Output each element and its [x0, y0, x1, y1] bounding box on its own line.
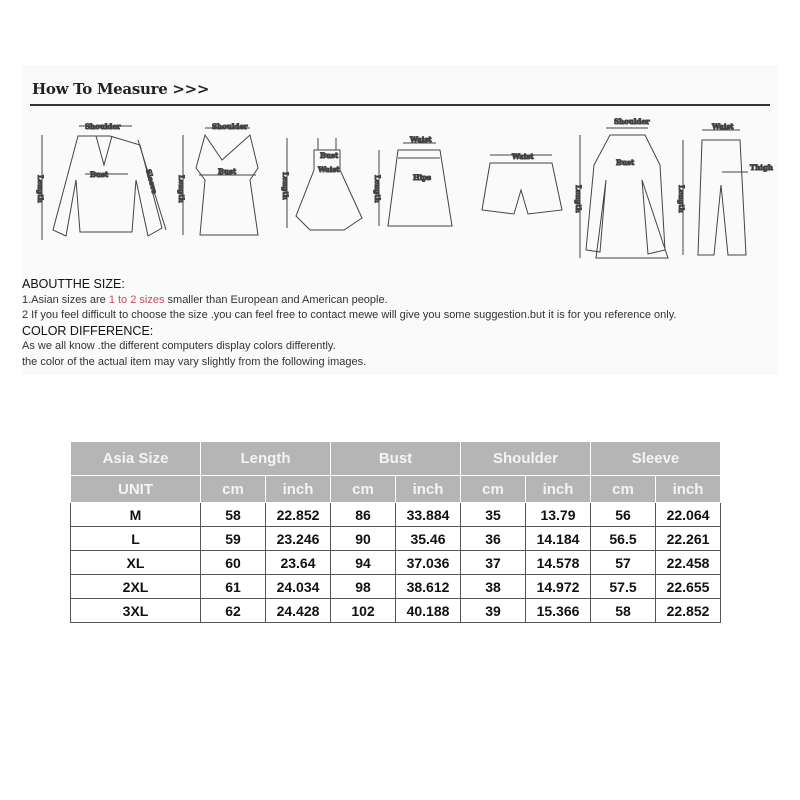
svg-text:Thigh: Thigh: [750, 163, 773, 172]
table-cell: 14.972: [526, 575, 591, 599]
dress-figure: [281, 138, 362, 230]
size-cell: 3XL: [71, 599, 201, 623]
table-cell: 33.884: [396, 503, 461, 527]
table-cell: 22.064: [656, 503, 721, 527]
unit-cell: inch: [526, 476, 591, 503]
size-cell: M: [71, 503, 201, 527]
table-cell: 56: [591, 503, 656, 527]
table-cell: 39: [461, 599, 526, 623]
unit-cell: UNIT: [71, 476, 201, 503]
table-cell: 40.188: [396, 599, 461, 623]
svg-text:Waist: Waist: [712, 122, 734, 131]
svg-text:Length: Length: [373, 175, 382, 203]
svg-text:Length: Length: [36, 175, 45, 203]
table-cell: 60: [201, 551, 266, 575]
table-cell: 59: [201, 527, 266, 551]
measurement-figures: [0, 110, 800, 270]
shorts-figure: [482, 152, 562, 214]
table-cell: 58: [591, 599, 656, 623]
svg-text:Shoulder: Shoulder: [212, 122, 248, 131]
size-cell: XL: [71, 551, 201, 575]
table-cell: 37: [461, 551, 526, 575]
svg-text:Shoulder: Shoulder: [614, 117, 650, 126]
svg-text:Length: Length: [677, 185, 686, 213]
table-cell: 14.578: [526, 551, 591, 575]
unit-cell: inch: [266, 476, 331, 503]
svg-text:Waist: Waist: [410, 135, 432, 144]
unit-cell: cm: [591, 476, 656, 503]
table-cell: 94: [331, 551, 396, 575]
table-cell: 15.366: [526, 599, 591, 623]
svg-text:Bust: Bust: [90, 170, 109, 179]
svg-text:Length: Length: [574, 185, 583, 213]
table-cell: 22.852: [656, 599, 721, 623]
header-bust: Bust: [331, 442, 461, 476]
svg-text:Waist: Waist: [512, 152, 534, 161]
table-row: [71, 527, 721, 551]
unit-cell: cm: [331, 476, 396, 503]
about-size-heading: ABOUTTHE SIZE:: [22, 277, 125, 291]
table-cell: 38.612: [396, 575, 461, 599]
table-cell: 57: [591, 551, 656, 575]
how-to-measure-title: How To Measure >>>: [32, 80, 210, 98]
table-cell: 56.5: [591, 527, 656, 551]
table-header-row: [71, 442, 721, 476]
table-cell: 22.852: [266, 503, 331, 527]
size-cell: L: [71, 527, 201, 551]
blouse-figure: [36, 122, 166, 240]
table-row: [71, 575, 721, 599]
table-cell: 13.79: [526, 503, 591, 527]
note-line-2: 2 If you feel difficult to choose the size .you can feel free to contact mewe will give you some suggestion.but it is for you reference only.: [22, 309, 677, 321]
table-cell: 36: [461, 527, 526, 551]
coat-figure: [574, 117, 668, 258]
header-shoulder: Shoulder: [461, 442, 591, 476]
note-line-1: [22, 293, 676, 309]
svg-text:Hips: Hips: [413, 173, 432, 182]
table-cell: 22.458: [656, 551, 721, 575]
note-text: 1.Asian sizes are: [22, 293, 109, 306]
table-cell: 37.036: [396, 551, 461, 575]
table-cell: 86: [331, 503, 396, 527]
table-cell: 14.184: [526, 527, 591, 551]
note-line-4: the color of the actual item may vary slightly from the following images.: [22, 355, 367, 368]
svg-text:Sleeve: Sleeve: [144, 168, 160, 195]
header-asia-size: Asia Size: [71, 442, 201, 476]
table-cell: 35: [461, 503, 526, 527]
table-row: [71, 551, 721, 575]
svg-text:Length: Length: [177, 175, 186, 203]
size-cell: 2XL: [71, 575, 201, 599]
table-cell: 24.428: [266, 599, 331, 623]
size-chart-table: [70, 441, 721, 623]
tank-figure: [177, 122, 258, 235]
note-line-3: As we all know .the different computers display colors differently.: [22, 340, 336, 352]
table-cell: 22.261: [656, 527, 721, 551]
table-cell: 102: [331, 599, 396, 623]
table-cell: 35.46: [396, 527, 461, 551]
svg-text:Shoulder: Shoulder: [85, 122, 121, 131]
pants-figure: [677, 122, 773, 255]
svg-text:Waist: Waist: [318, 165, 340, 174]
svg-text:Length: Length: [281, 172, 290, 200]
size-notes: [22, 277, 676, 370]
table-cell: 61: [201, 575, 266, 599]
table-row: [71, 599, 721, 623]
table-cell: 57.5: [591, 575, 656, 599]
header-length: Length: [201, 442, 331, 476]
table-cell: 23.246: [266, 527, 331, 551]
table-unit-row: [71, 476, 721, 503]
table-cell: 62: [201, 599, 266, 623]
table-cell: 23.64: [266, 551, 331, 575]
unit-cell: inch: [656, 476, 721, 503]
highlight-text: 1 to 2 sizes: [108, 293, 165, 306]
unit-cell: cm: [201, 476, 266, 503]
table-cell: 90: [331, 527, 396, 551]
table-cell: 38: [461, 575, 526, 599]
table-cell: 22.655: [656, 575, 721, 599]
table-cell: 98: [331, 575, 396, 599]
unit-cell: inch: [396, 476, 461, 503]
table-cell: 58: [201, 503, 266, 527]
color-difference-heading: COLOR DIFFERENCE:: [22, 323, 154, 338]
table-cell: 24.034: [266, 575, 331, 599]
note-text: smaller than European and American people.: [164, 293, 388, 306]
header-sleeve: Sleeve: [591, 442, 721, 476]
skirt-figure: [373, 135, 452, 226]
svg-text:Bust: Bust: [218, 167, 237, 176]
table-row: [71, 503, 721, 527]
svg-text:Bust: Bust: [320, 151, 339, 160]
title-divider: [30, 104, 770, 106]
svg-text:Bust: Bust: [616, 158, 635, 167]
unit-cell: cm: [461, 476, 526, 503]
